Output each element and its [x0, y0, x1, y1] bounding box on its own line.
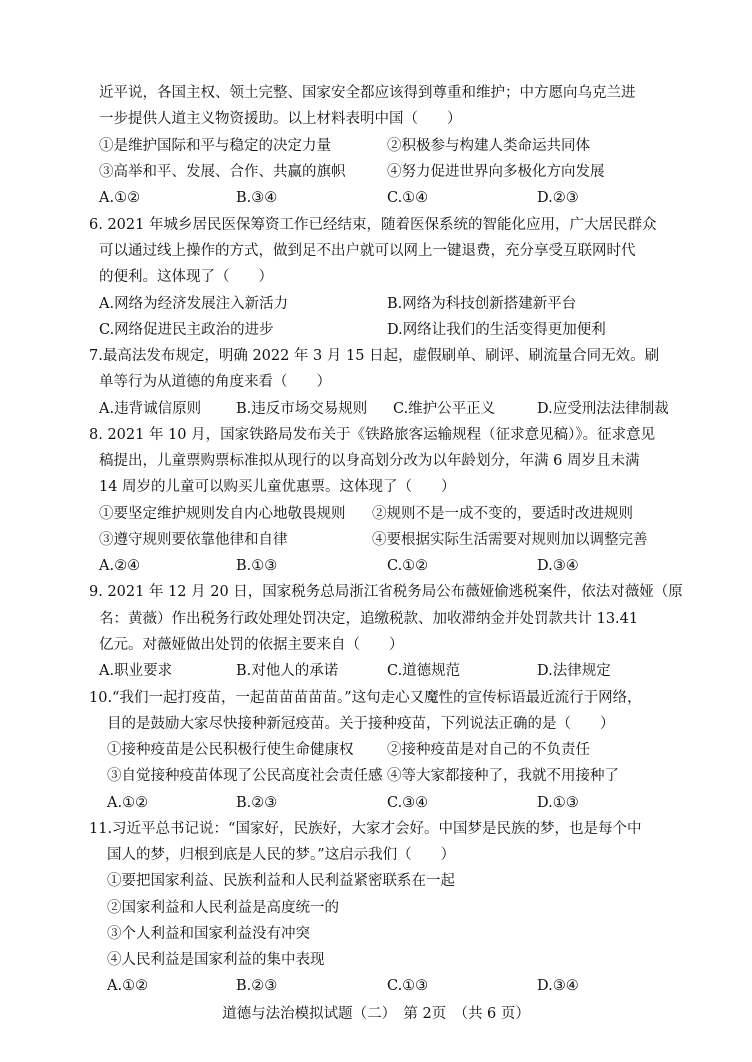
q6-stem-line-3: 的便利。这体现了（ ）	[99, 269, 273, 285]
q8-stem-line-1: 8. 2021 年 10 月，国家铁路局发布关于《铁路旅客运输规程（征求意见稿）》。征求意见	[89, 427, 656, 443]
q6-stem-line-1: 6. 2021 年城乡居民医保筹资工作已经结束，随着医保系统的智能化应用，广大居民群众	[89, 217, 657, 233]
q9-stem-line-3: 亿元。对薇娅做出处罚的依据主要来自（ ）	[99, 637, 404, 653]
q10-option-d: D.①③	[537, 795, 579, 811]
q5-option-b: B.③④	[236, 190, 278, 206]
q10-statement-2: ②接种疫苗是对自己的不负责任	[387, 742, 590, 758]
q9-option-c: C.道德规范	[387, 663, 461, 679]
q10-stem-line-1: 10.“我们一起打疫苗，一起苗苗苗苗苗。”这句走心又魔性的宣传标语最近流行于网络，	[89, 690, 642, 706]
q10-statement-4: ④等大家都接种了，我就不用接种了	[387, 768, 619, 784]
q5-stem-line-2: 一步提供人道主义物资援助。以上材料表明中国（ ）	[99, 111, 462, 127]
q11-stem-line-2: 国人的梦，归根到底是人民的梦。”这启示我们（ ）	[107, 847, 456, 863]
q11-statement-3: ③个人利益和国家利益没有冲突	[107, 926, 310, 942]
q9-stem-line-2: 名：黄薇）作出税务行政处理处罚决定，追缴税款、加收滞纳金并处罚款共计 13.41	[99, 611, 639, 627]
q5-statement-1: ①是维护国际和平与稳定的决定力量	[99, 138, 331, 154]
page-footer: 道德与法治模拟试题（二） 第 2页 （共 6 页）	[222, 1006, 530, 1022]
q7-option-b: B.违反市场交易规则	[236, 401, 368, 417]
q9-stem-line-1: 9. 2021 年 12 月 20 日，国家税务总局浙江省税务局公布薇娅偷逃税案件，依法对薇娅（原	[89, 584, 683, 600]
q11-option-a: A.①②	[107, 978, 149, 994]
q10-statement-1: ①接种疫苗是公民积极行使生命健康权	[107, 742, 354, 758]
q11-option-b: B.②③	[236, 978, 278, 994]
q6-option-b: B.网络为科技创新搭建新平台	[387, 296, 577, 312]
q5-statement-4: ④努力促进世界向多极化方向发展	[387, 164, 605, 180]
q9-option-d: D.法律规定	[537, 663, 611, 679]
q7-stem-line-1: 7.最高法发布规定，明确 2022 年 3 月 15 日起，虚假刷单、刷评、刷流量合同无效。刷	[89, 348, 660, 364]
q5-stem-line-1: 近平说，各国主权、领土完整、国家安全都应该得到尊重和维护；中方愿向乌克兰进	[99, 85, 636, 101]
q11-option-c: C.①③	[387, 978, 429, 994]
q11-stem-line-1: 11.习近平总书记说：“国家好，民族好，大家才会好。中国梦是民族的梦，也是每个中	[89, 821, 642, 837]
q5-option-a: A.①②	[99, 190, 141, 206]
q8-statement-1: ①要坚定维护规则发自内心地敬畏规则	[99, 506, 346, 522]
q10-option-a: A.①②	[107, 795, 149, 811]
q5-statement-3: ③高举和平、发展、合作、共赢的旗帜	[99, 164, 346, 180]
q11-statement-1: ①要把国家利益、民族利益和人民利益紧密联系在一起	[107, 873, 455, 889]
q8-option-a: A.②④	[99, 558, 141, 574]
q7-option-c: C.维护公平正义	[393, 401, 496, 417]
q9-option-b: B.对他人的承诺	[236, 663, 339, 679]
q8-statement-4: ④要根据实际生活需要对规则加以调整完善	[372, 532, 648, 548]
q7-stem-line-2: 单等行为从道德的角度来看（ ）	[99, 374, 331, 390]
q6-option-d: D.网络让我们的生活变得更加便利	[387, 322, 606, 338]
q6-option-a: A.网络为经济发展注入新活力	[99, 296, 289, 312]
q6-option-c: C.网络促进民主政治的进步	[99, 322, 274, 338]
q8-stem-line-2: 稿提出，儿童票购票标准拟从现行的以身高划分改为以年龄划分，年满 6 周岁且未满	[99, 453, 640, 469]
q7-option-d: D.应受刑法法律制裁	[537, 401, 669, 417]
q8-option-c: C.①②	[387, 558, 429, 574]
q5-option-c: C.①④	[387, 190, 429, 206]
q10-stem-line-2: 目的是鼓励大家尽快接种新冠疫苗。关于接种疫苗，下列说法正确的是（ ）	[107, 716, 615, 732]
q10-statement-3: ③自觉接种疫苗体现了公民高度社会责任感	[107, 768, 383, 784]
q11-option-d: D.③④	[537, 978, 579, 994]
q5-option-d: D.②③	[537, 190, 579, 206]
q11-statement-4: ④人民利益是国家利益的集中表现	[107, 952, 325, 968]
q11-statement-2: ②国家利益和人民利益是高度统一的	[107, 900, 339, 916]
q5-statement-2: ②积极参与构建人类命运共同体	[387, 138, 590, 154]
q8-option-b: B.①③	[236, 558, 278, 574]
q8-statement-3: ③遵守规则要依靠他律和自律	[99, 532, 288, 548]
q8-option-d: D.③④	[537, 558, 579, 574]
q8-stem-line-3: 14 周岁的儿童可以购买儿童优惠票。这体现了（ ）	[99, 479, 456, 495]
q8-statement-2: ②规则不是一成不变的，要适时改进规则	[372, 506, 633, 522]
q10-option-b: B.②③	[236, 795, 278, 811]
q10-option-c: C.③④	[387, 795, 429, 811]
q7-option-a: A.违背诚信原则	[99, 401, 202, 417]
q9-option-a: A.职业要求	[99, 663, 173, 679]
q6-stem-line-2: 可以通过线上操作的方式，做到足不出户就可以网上一键退费，充分享受互联网时代	[99, 243, 636, 259]
